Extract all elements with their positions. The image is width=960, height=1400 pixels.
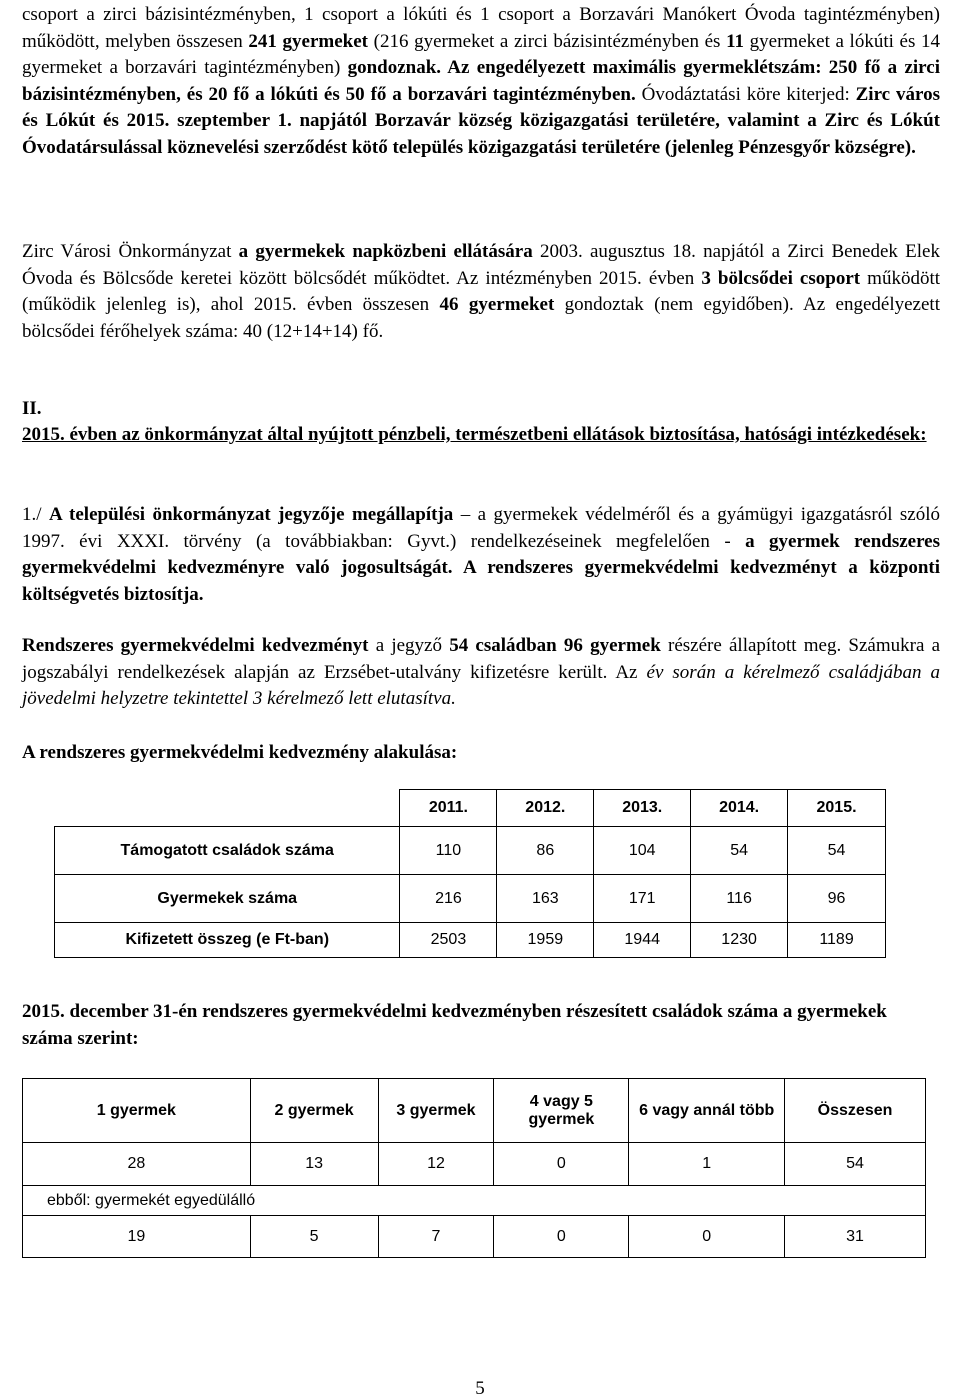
- table-header-row: [23, 1079, 926, 1143]
- value-cell: 2503: [400, 923, 497, 958]
- text: Zirc Városi Önkormányzat: [22, 241, 239, 262]
- paragraph-notary: [22, 502, 940, 608]
- text: (216 gyermeket a zirci bázisintézményben és: [368, 30, 727, 52]
- row-label: Gyermekek száma: [55, 875, 400, 923]
- value-cell: 110: [400, 827, 497, 875]
- year-cell: 2013.: [594, 790, 691, 827]
- value-cell: 116: [691, 875, 788, 923]
- value-cell: 7: [378, 1216, 494, 1258]
- header-cell: 2 gyermek: [250, 1079, 378, 1143]
- paragraph-kindergarten: [22, 2, 940, 161]
- text: a jegyző: [368, 635, 450, 656]
- value-cell: 54: [788, 827, 886, 875]
- text-bold: A települési önkormányzat jegyzője megállapítja: [48, 504, 454, 525]
- value-cell: 104: [594, 827, 691, 875]
- value-cell: 31: [785, 1216, 926, 1258]
- text: gondoztak (nem egyidőben). Az engedélyezett bölcsődei férőhelyek száma: 40 (12+14+14) fő.: [22, 294, 940, 342]
- text-bold: a gyermekek napközbeni ellátására: [238, 241, 533, 262]
- text-bold: 46 gyermeket: [439, 294, 555, 315]
- value-cell: 1230: [691, 923, 788, 958]
- value-cell: 1959: [497, 923, 594, 958]
- value-cell: 28: [23, 1143, 251, 1186]
- table-note-row: [23, 1186, 926, 1216]
- text-bold: 3 bölcsődei csoport: [701, 267, 861, 289]
- value-cell: 54: [785, 1143, 926, 1186]
- text: 1./: [22, 504, 49, 525]
- table-row: [23, 1143, 926, 1186]
- value-cell: 86: [497, 827, 594, 875]
- text-bold: 11: [726, 30, 745, 52]
- empty-cell: [55, 790, 400, 827]
- text: működött (működik jelenleg is), ahol 2015. évben összesen: [22, 267, 941, 315]
- value-cell: 5: [250, 1216, 378, 1258]
- year-cell: 2014.: [691, 790, 788, 827]
- benefit-trend-table: [54, 789, 886, 958]
- header-cell: 4 vagy 5 gyermek: [494, 1079, 629, 1143]
- header-cell: 6 vagy annál több: [629, 1079, 785, 1143]
- value-cell: 19: [23, 1216, 251, 1258]
- table2-heading: 2015. december 31-én rendszeres gyermekvédelmi kedvezményben részesített családok száma a gyermekek száma szerint:: [22, 1001, 887, 1049]
- section-number: II.: [22, 398, 42, 419]
- row-label: Kifizetett összeg (e Ft-ban): [55, 923, 400, 958]
- text-bold: Zirc város és Lókút és 2015. szeptember 1. napjától Borzavár község közigazgatási területére, valamint a Zirc és Lókút Óvodatársulással köznevelési szerződést kötő település közigazgatási területére (jelenleg Pénzesgyőr községre).: [22, 83, 940, 158]
- table-row: [55, 827, 886, 875]
- value-cell: 0: [629, 1216, 785, 1258]
- text-bold: 241 gyermeket: [248, 30, 368, 52]
- value-cell: 0: [494, 1216, 629, 1258]
- value-cell: 54: [691, 827, 788, 875]
- text-bold: gondoznak. Az engedélyezett maximális gyermeklétszám: 250 fő a zirci bázisintézményben, és 20 fő a lókúti és 50 fő a borzavári tagintézményben.: [22, 57, 940, 105]
- value-cell: 163: [497, 875, 594, 923]
- text-italic: év során a kérelmező családjában a jövedelmi helyzetre tekintettel 3 kérelmező lett elutasítva.: [22, 661, 940, 709]
- header-cell: 3 gyermek: [378, 1079, 494, 1143]
- year-cell: 2012.: [497, 790, 594, 827]
- paragraph-benefit: [22, 633, 940, 713]
- page-number: 5: [475, 1378, 485, 1399]
- value-cell: 1944: [594, 923, 691, 958]
- text: csoport a zirci bázisintézményben, 1 csoport a lókúti és 1 csoport a Borzavári Manókert Óvoda tagintézményben) működött, melyben összesen: [22, 4, 940, 52]
- text-bold: 54 családban 96 gyermek: [449, 635, 661, 656]
- table-row: [23, 1216, 926, 1258]
- value-cell: 13: [250, 1143, 378, 1186]
- text: – a gyermekek védelméről és a gyámügyi igazgatásról szóló 1997. évi XXXI. törvény (a továbbiakban: Gyvt.) rendelkezéseinek megfelelően -: [22, 504, 941, 552]
- header-cell: 1 gyermek: [23, 1079, 251, 1143]
- text: gyermeket a lókúti és 14 gyermeket a borzavári tagintézményben): [22, 30, 940, 78]
- table1-heading: A rendszeres gyermekvédelmi kedvezmény alakulása:: [22, 742, 458, 763]
- table-row: [55, 875, 886, 923]
- value-cell: 0: [494, 1143, 629, 1186]
- table-row: [55, 923, 886, 958]
- year-cell: 2011.: [400, 790, 497, 827]
- text-bold: Rendszeres gyermekvédelmi kedvezményt: [22, 635, 369, 656]
- text-bold: a gyermek rendszeres gyermekvédelmi kedvezményre való jogosultságát. A rendszeres gyermekvédelmi kedvezményt a központi költségvetés biztosítja.: [22, 530, 941, 605]
- value-cell: 1189: [788, 923, 886, 958]
- text: 2003. augusztus 18. napjától a Zirci Benedek Elek Óvoda és Bölcsőde keretei között bölcsődét működtet. Az intézményben 2015. évben: [22, 241, 940, 289]
- row-label: Támogatott családok száma: [55, 827, 400, 875]
- family-breakdown-table: [22, 1078, 926, 1258]
- text: Óvodáztatási köre kiterjed:: [635, 83, 856, 105]
- value-cell: 216: [400, 875, 497, 923]
- paragraph-nursery: [22, 239, 940, 345]
- header-cell: Összesen: [785, 1079, 926, 1143]
- section-title: 2015. évben az önkormányzat által nyújtott pénzbeli, természetbeni ellátások biztosítása, hatósági intézkedések:: [22, 424, 927, 445]
- note-cell: ebből: gyermekét egyedülálló: [23, 1186, 926, 1216]
- value-cell: 1: [629, 1143, 785, 1186]
- value-cell: 171: [594, 875, 691, 923]
- table-header-row: [55, 790, 886, 827]
- value-cell: 12: [378, 1143, 494, 1186]
- year-cell: 2015.: [788, 790, 886, 827]
- value-cell: 96: [788, 875, 886, 923]
- text: részére állapított meg. Számukra a jogszabályi rendelkezések alapján az Erzsébet-utalvány kifizetésre került. Az: [22, 635, 941, 683]
